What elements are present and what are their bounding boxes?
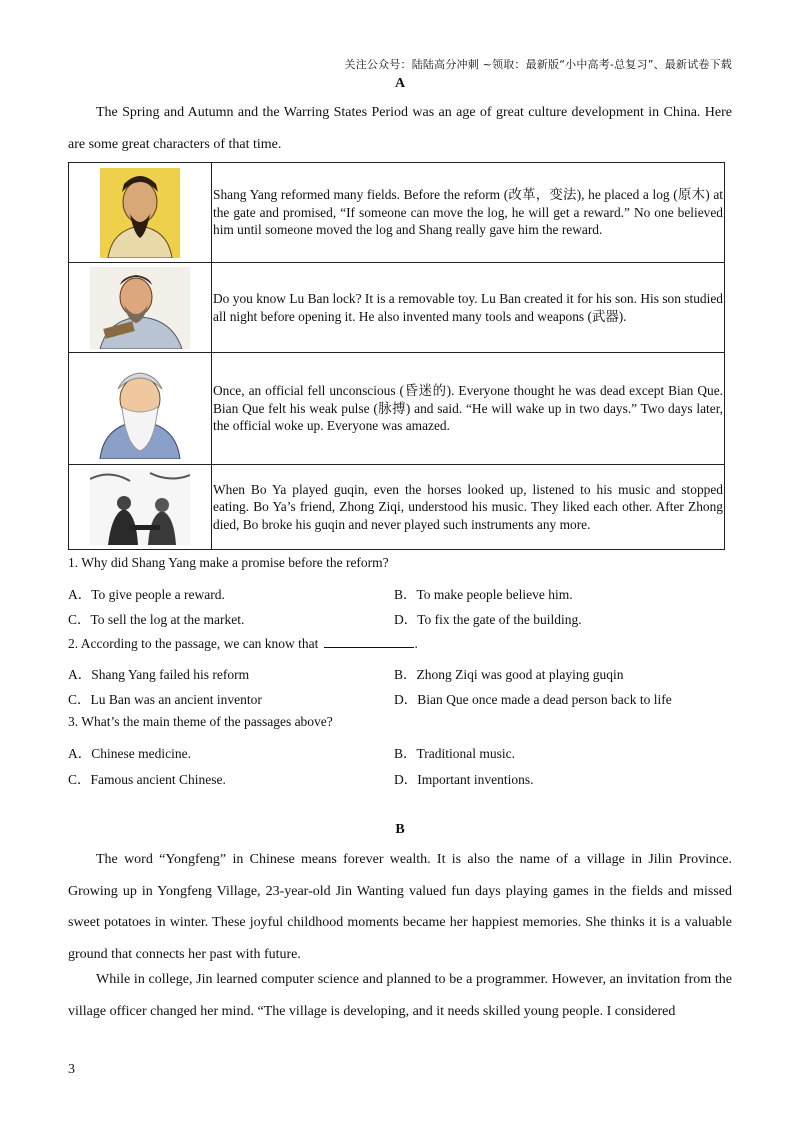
intro-text: The Spring and Autumn and the Warring States Period was an age of great culture development in China. Here are some great characters of that time.	[68, 105, 732, 152]
question-2-text: 2. According to the passage, we can know that	[68, 636, 319, 651]
question-2-tail: .	[414, 636, 418, 651]
shang-yang-text: Shang Yang reformed many fields. Before the reform (改革，变法), he placed a log (原木) at the gate and promised, “If someone can move the log, he will get a reward.” No one believed him until someone moved the log and Shang really gave him the reward.	[212, 163, 725, 263]
question-2-stem	[68, 635, 418, 652]
paragraph-text: While in college, Jin learned computer science and planned to be a programmer. However, an invitation from the village officer changed her mind. “The village is developing, and it needs skilled young people. I considered	[68, 972, 732, 1019]
question-3-stem: 3. What’s the main theme of the passages above?	[68, 714, 333, 729]
q1-option-a[interactable]: A．To give people a reward.	[68, 587, 225, 602]
table-row	[69, 353, 725, 465]
bo-ya-text: When Bo Ya played guqin, even the horses looked up, listened to his music and stopped eating. Bo Ya’s friend, Zhong Ziqi, understood his music. They liked each other. After Zhong died, Bo broke his guqin and never played such instruments any more.	[212, 465, 725, 550]
portrait-illustration-icon	[90, 359, 190, 459]
q2-option-a[interactable]: A．Shang Yang failed his reform	[68, 667, 250, 682]
header-note: 关注公众号：陆陆高分冲刺 ~领取：最新版“小中高考-总复习”、最新试卷下载	[344, 58, 732, 71]
ink-painting-icon	[90, 469, 190, 545]
lu-ban-portrait	[69, 263, 212, 353]
section-b-paragraph-2	[68, 964, 732, 1027]
q1-option-c[interactable]: C．To sell the log at the market.	[68, 612, 245, 627]
q2-option-d[interactable]: D．Bian Que once made a dead person back to life	[394, 692, 672, 707]
section-a-intro	[68, 97, 732, 160]
answer-blank	[324, 635, 414, 648]
paragraph-text: The word “Yongfeng” in Chinese means forever wealth. It is also the name of a village in Jilin Province. Growing up in Yongfeng Village, 23-year-old Jin Wanting valued fun days playing games in the fields and missed sweet potatoes in winter. These joyful childhood moments became her happiest memories. She thinks it is a valuable ground that connects her past with future.	[68, 852, 732, 962]
q3-option-a[interactable]: A．Chinese medicine.	[68, 746, 191, 761]
table-row	[69, 163, 725, 263]
section-a-letter: A	[394, 76, 406, 91]
bo-ya-portrait	[69, 465, 212, 550]
q3-option-c[interactable]: C．Famous ancient Chinese.	[68, 772, 226, 787]
q3-option-b[interactable]: B．Traditional music.	[394, 746, 516, 761]
characters-table	[68, 162, 725, 550]
table-row	[69, 465, 725, 550]
bian-que-text: Once, an official fell unconscious (昏迷的). Everyone thought he was dead except Bian Que. Bian Que felt his weak pulse (脉搏) and said. “He will wake up in two days.” Two days later, the official woke up. Everyone was amazed.	[212, 353, 725, 465]
q2-option-b[interactable]: B．Zhong Ziqi was good at playing guqin	[394, 667, 624, 682]
q1-option-b[interactable]: B．To make people believe him.	[394, 587, 573, 602]
q2-option-c[interactable]: C．Lu Ban was an ancient inventor	[68, 692, 262, 707]
question-1-stem: 1. Why did Shang Yang make a promise before the reform?	[68, 555, 389, 570]
q1-option-d[interactable]: D．To fix the gate of the building.	[394, 612, 582, 627]
shang-yang-portrait	[69, 163, 212, 263]
page-number: 3	[68, 1062, 75, 1077]
portrait-illustration-icon	[100, 168, 180, 258]
section-b-paragraph-1	[68, 844, 732, 970]
table-row	[69, 263, 725, 353]
lu-ban-text: Do you know Lu Ban lock? It is a removable toy. Lu Ban created it for his son. His son studied all night before opening it. He also invented many tools and weapons (武器).	[212, 263, 725, 353]
q3-option-d[interactable]: D．Important inventions.	[394, 772, 534, 787]
bian-que-portrait	[69, 353, 212, 465]
section-b-letter: B	[395, 822, 405, 837]
portrait-illustration-icon	[90, 267, 190, 349]
